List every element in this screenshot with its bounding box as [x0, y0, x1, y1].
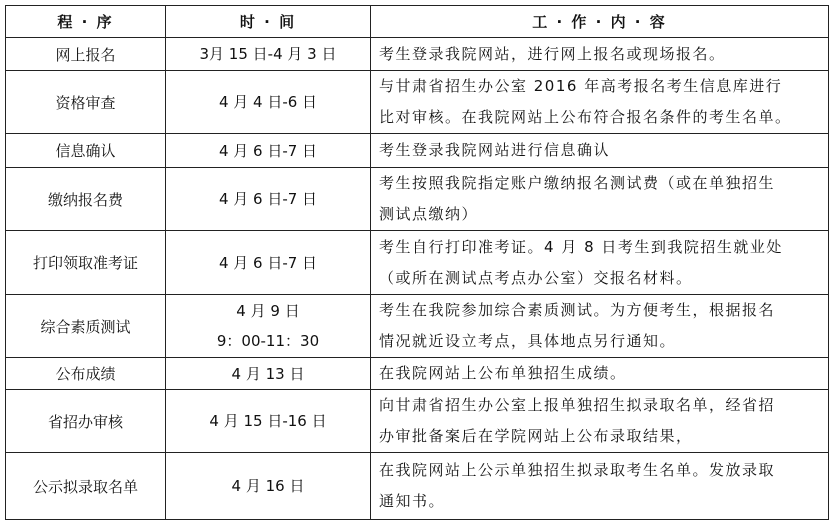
header-time: 时 · 间 [166, 6, 371, 38]
step-cell: 公示拟录取名单 [6, 453, 166, 520]
table-row [6, 168, 829, 231]
admission-schedule-table [5, 5, 829, 520]
step-cell: 资格审查 [6, 71, 166, 134]
content-line: 情况就近设立考点，具体地点另行通知。 [379, 332, 677, 350]
time-line: 4 月 6 日-7 日 [218, 253, 318, 272]
time-cell [166, 168, 371, 231]
time-cell [166, 390, 371, 453]
step-cell: 打印领取准考证 [6, 231, 166, 295]
content-line: 考生登录我院网站进行信息确认 [379, 141, 611, 159]
time-cell [166, 38, 371, 71]
content-line: 考生自行打印准考证。4 月 8 日考生到我院招生就业处 [379, 237, 783, 256]
table-row [6, 295, 829, 358]
content-line: 测试点缴纳） [379, 205, 479, 223]
step-cell: 公布成绩 [6, 358, 166, 390]
time-line: 4 月 6 日-7 日 [218, 190, 318, 208]
time-cell [166, 134, 371, 168]
content-line: 考生在我院参加综合素质测试。为方便考生，根据报名 [379, 301, 776, 319]
table-row [6, 38, 829, 71]
content-line: （或所在测试点考点办公室）交报名材料。 [379, 268, 693, 287]
step-cell: 网上报名 [6, 38, 166, 71]
content-cell [371, 231, 829, 295]
content-line: 考生登录我院网站，进行网上报名或现场报名。 [379, 44, 726, 63]
content-cell [371, 71, 829, 134]
table-row [6, 71, 829, 134]
time-cell [166, 295, 371, 358]
time-cell [166, 358, 371, 390]
time-cell [166, 231, 371, 295]
content-line: 与甘肃省招生办公室 2016 年高考报名考生信息库进行 [379, 77, 783, 95]
content-cell [371, 134, 829, 168]
header-content: 工 · 作 · 内 · 容 [371, 6, 829, 38]
content-line: 考生按照我院指定账户缴纳报名测试费（或在单独招生 [379, 174, 776, 192]
step-cell: 缴纳报名费 [6, 168, 166, 231]
content-cell [371, 453, 829, 520]
time-line: 4 月 6 日-7 日 [218, 141, 318, 160]
content-line: 在我院网站上公示单独招生拟录取考生名单。发放录取 [379, 461, 776, 479]
time-line: 4 月 9 日 [236, 302, 300, 320]
content-cell [371, 295, 829, 358]
content-cell [371, 38, 829, 71]
content-line: 在我院网站上公布单独招生成绩。 [379, 364, 627, 382]
content-line: 比对审核。在我院网站上公布符合报名条件的考生名单。 [379, 108, 792, 126]
content-line: 向甘肃省招生办公室上报单独招生拟录取名单，经省招 [379, 396, 776, 414]
content-cell [371, 390, 829, 453]
table-header-row [6, 6, 829, 38]
table-row [6, 453, 829, 520]
content-cell [371, 358, 829, 390]
table-row [6, 390, 829, 453]
time-cell [166, 453, 371, 520]
time-line: 4 月 16 日 [231, 477, 305, 495]
time-line: 4 月 13 日 [231, 364, 305, 383]
time-line: 4 月 15 日-16 日 [209, 412, 327, 430]
table-row [6, 358, 829, 390]
content-line: 办审批备案后在学院网站上公布录取结果， [379, 427, 693, 445]
table-row [6, 231, 829, 295]
time-cell [166, 71, 371, 134]
time-line: 3月 15 日-4 月 3 日 [199, 45, 337, 63]
time-line: 9：00-11：30 [216, 332, 320, 350]
step-cell: 综合素质测试 [6, 295, 166, 358]
header-step: 程 · 序 [6, 6, 166, 38]
table-row [6, 134, 829, 168]
step-cell: 信息确认 [6, 134, 166, 168]
content-line: 通知书。 [379, 492, 446, 510]
content-cell [371, 168, 829, 231]
step-cell: 省招办审核 [6, 390, 166, 453]
time-line: 4 月 4 日-6 日 [218, 93, 318, 111]
